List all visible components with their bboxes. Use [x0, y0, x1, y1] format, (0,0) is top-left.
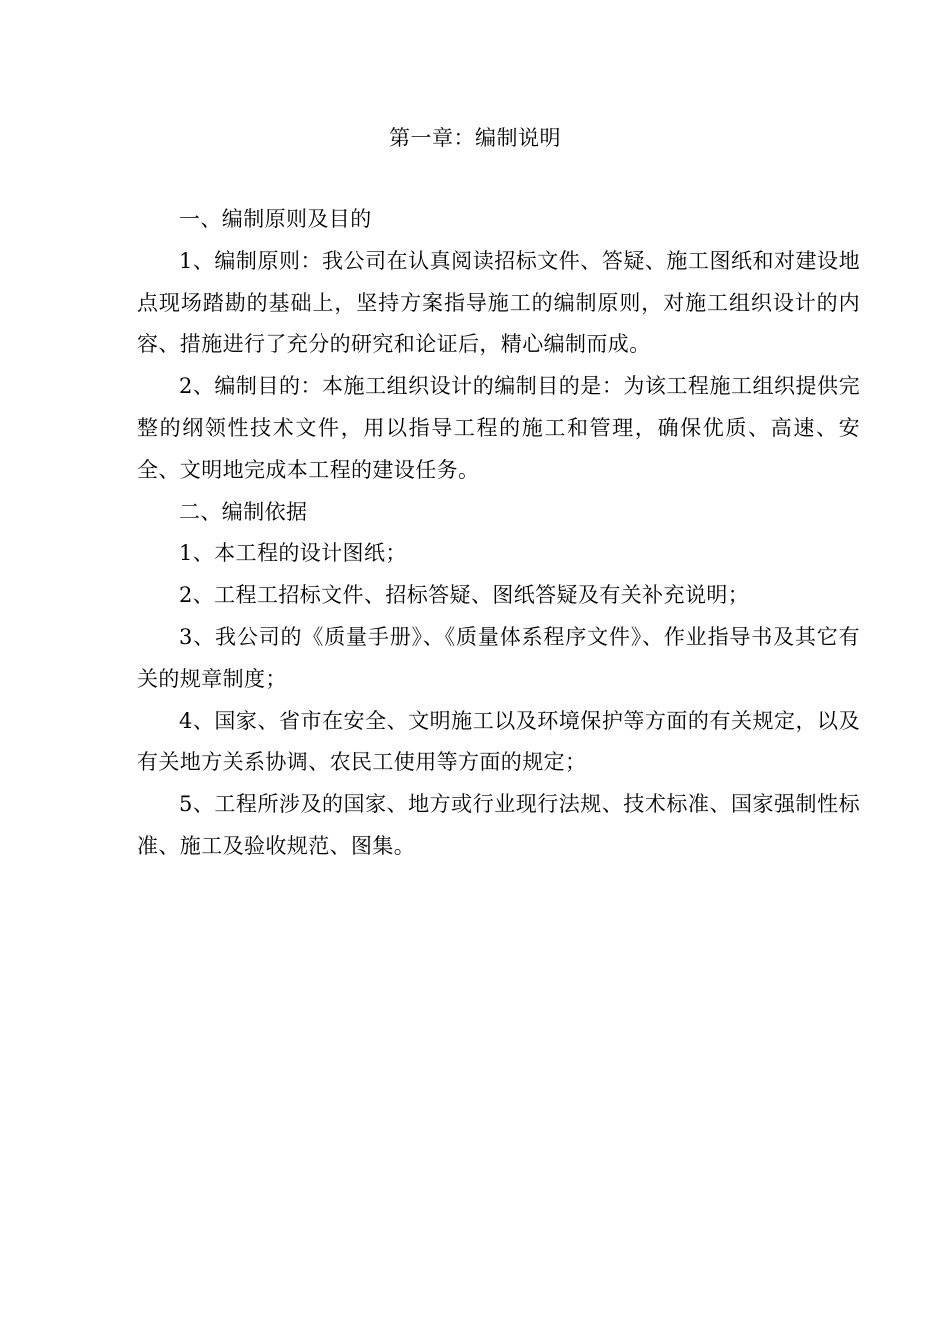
section-heading-principles: 一、编制原则及目的: [179, 207, 372, 231]
paragraph-purpose: 2、编制目的：本施工组织设计的编制目的是：为该工程施工组织提供完整的纲领性技术文件，用以指导工程的施工和管理，确保优质、高速、安全、文明地完成本工程的建设任务。: [137, 374, 860, 482]
chapter-title: 第一章：编制说明: [389, 126, 561, 150]
section-heading-basis: 二、编制依据: [179, 499, 308, 524]
basis-item-5: 5、工程所涉及的国家、地方或行业现行法规、技术标准、国家强制性标准、施工及验收规范、图集。: [137, 792, 860, 858]
basis-item-1: 1、本工程的设计图纸；: [179, 541, 407, 566]
basis-item-2: 2、工程工招标文件、招标答疑、图纸答疑及有关补充说明；: [179, 583, 750, 608]
basis-item-3: 3、我公司的《质量手册》、《质量体系程序文件》、作业指导书及其它有关的规章制度；: [137, 624, 860, 691]
document-body: [137, 199, 860, 868]
paragraph-principle: 1、编制原则：我公司在认真阅读招标文件、答疑、施工图纸和对建设地点现场踏勘的基础上，坚持方案指导施工的编制原则，对施工组织设计的内容、措施进行了充分的研究和论证后，精心编制而成。: [137, 248, 860, 357]
basis-item-4: 4、国家、省市在安全、文明施工以及环境保护等方面的有关规定，以及有关地方关系协调、农民工使用等方面的规定；: [137, 708, 860, 775]
